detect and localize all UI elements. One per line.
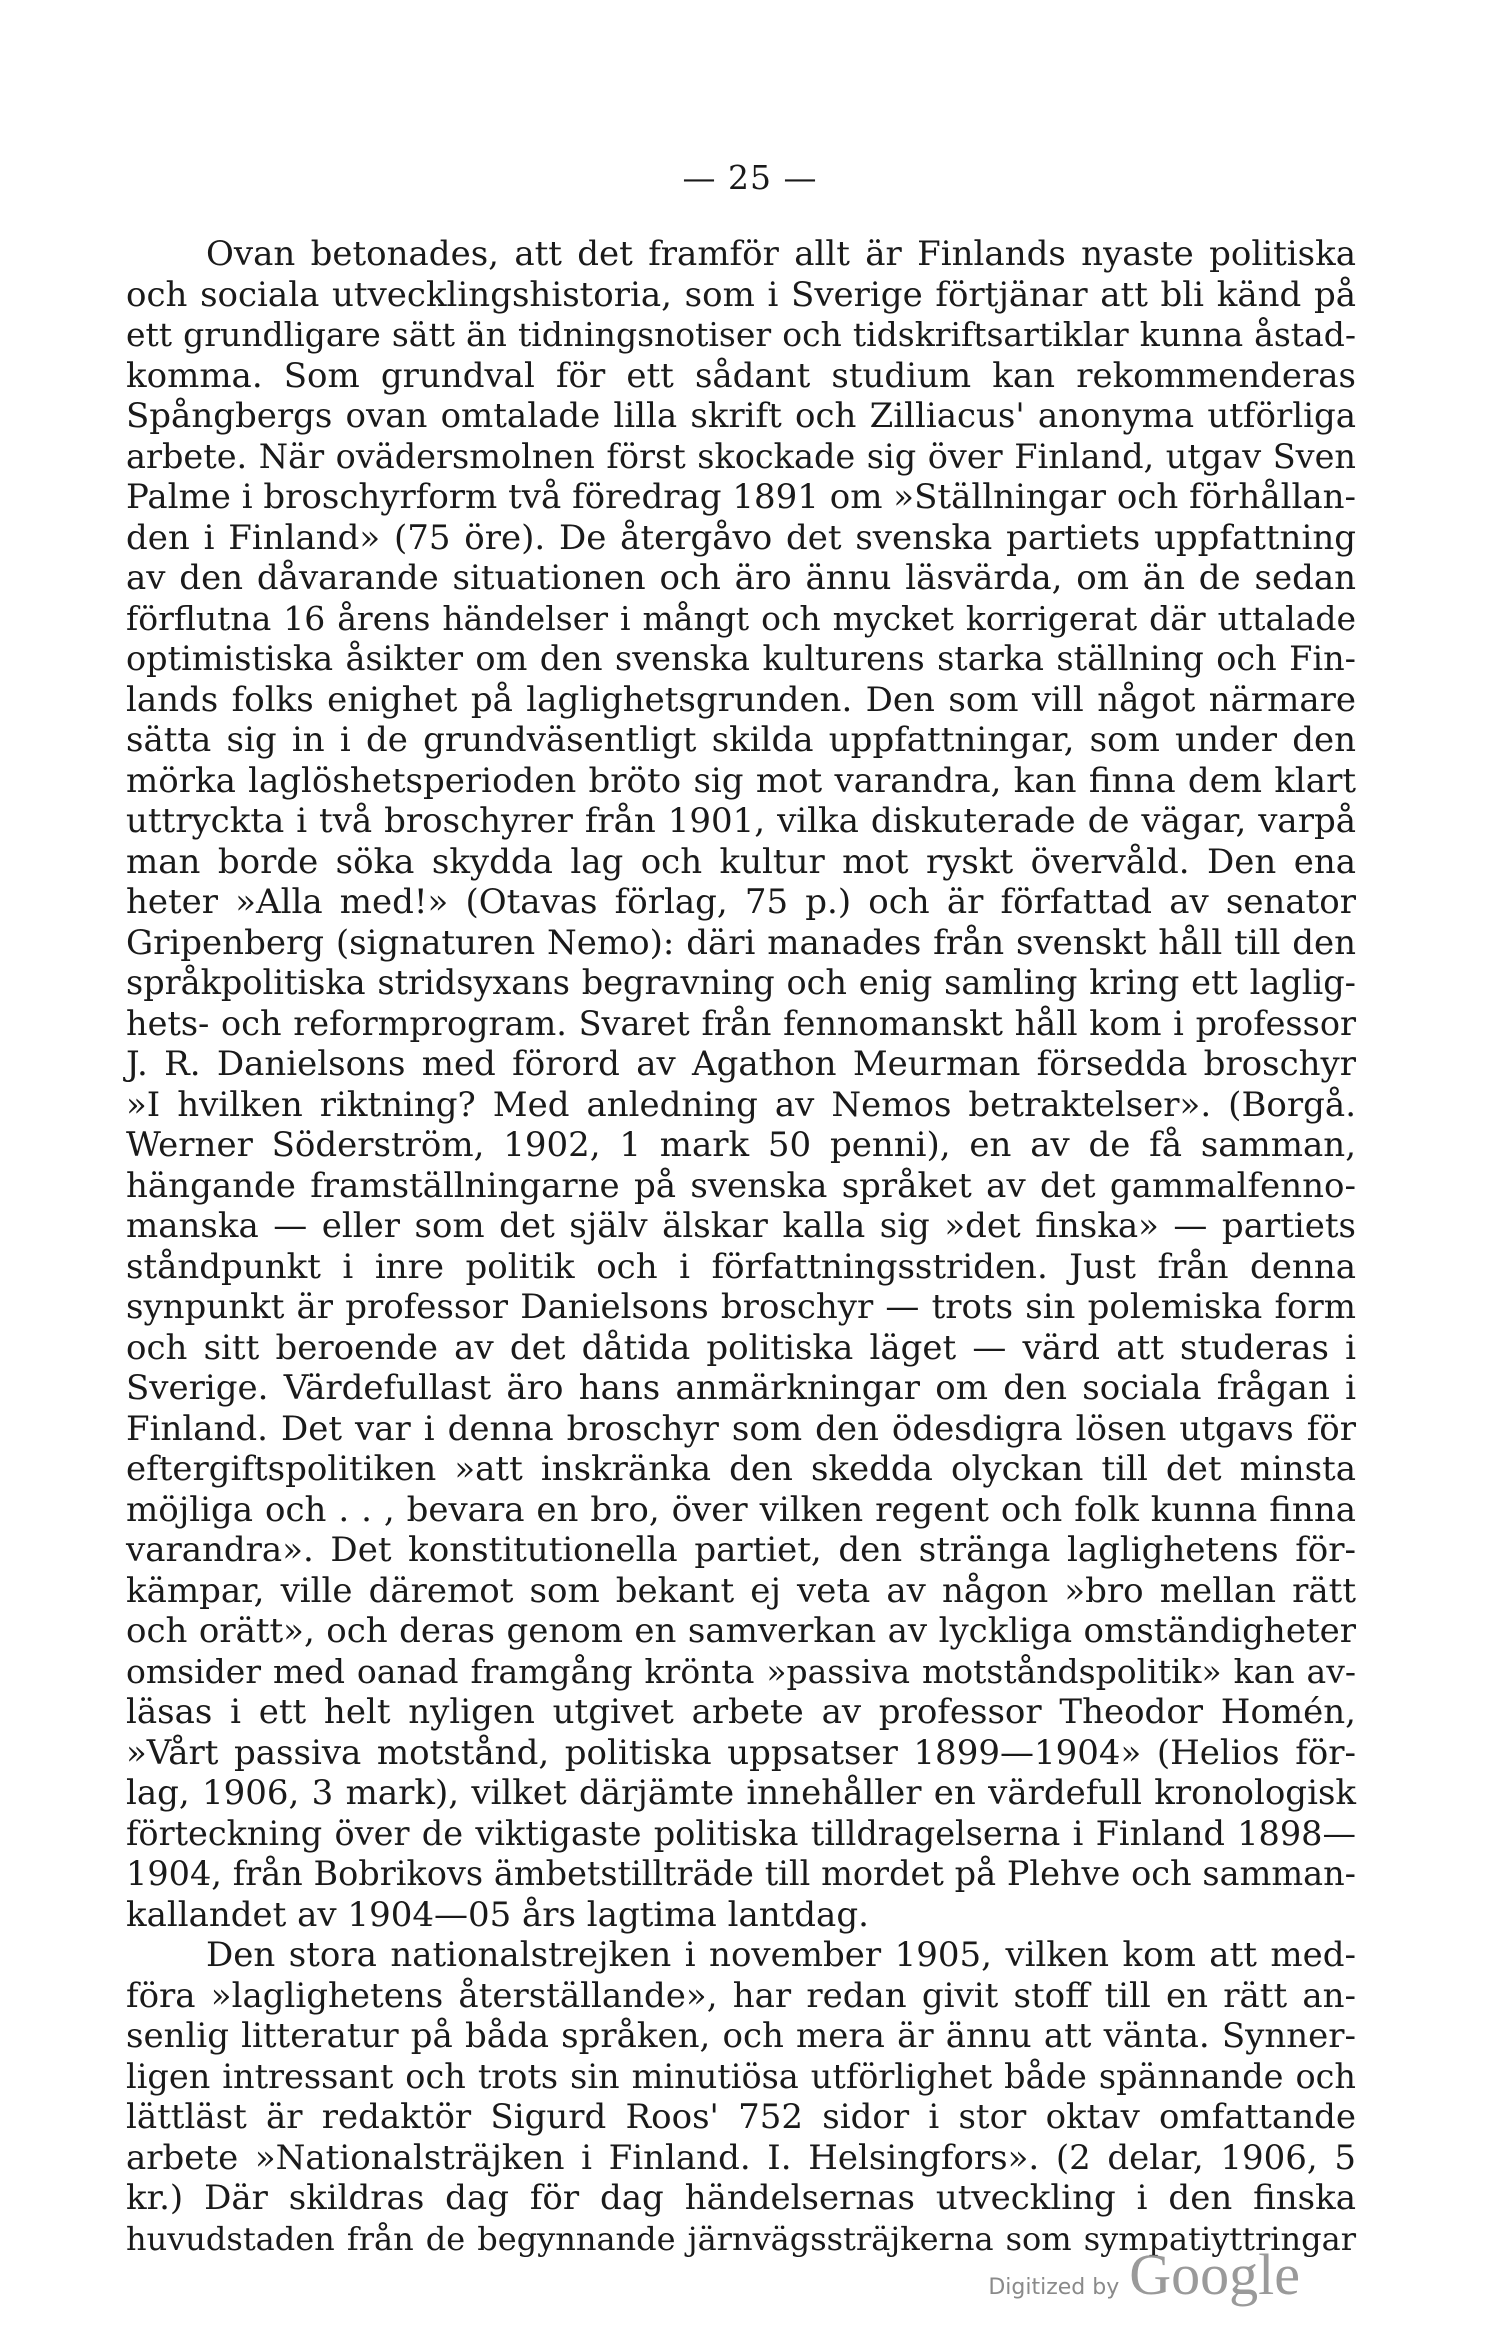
text-line: lag, 1906, 3 mark), vilket därjämte innehåller en värdefull kronologisk <box>126 1773 1356 1813</box>
text-line: J. R. Danielsons med förord av Agathon Meurman försedda broschyr <box>126 1044 1356 1084</box>
text-line: heter »Alla med!» (Otavas förlag, 75 p.) och är författad av senator <box>126 882 1356 922</box>
text-line: omsider med oanad framgång krönta »passiva motståndspolitik» kan av- <box>126 1651 1356 1691</box>
text-line: förteckning över de viktigaste politiska tilldragelserna i Finland 1898— <box>126 1813 1356 1853</box>
text-line: och sitt beroende av det dåtida politiska läget — värd att studeras i <box>126 1327 1356 1368</box>
text-line: Sverige. Värdefullast äro hans anmärkningar om den sociala frågan i <box>126 1368 1356 1408</box>
google-logo: Google <box>1129 2242 1300 2307</box>
body-text <box>126 234 1356 2259</box>
text-line: uttryckta i två broschyrer från 1901, vilka diskuterade de vägar, varpå <box>126 801 1356 841</box>
text-line: optimistiska åsikter om den svenska kulturens starka ställning och Fin- <box>126 639 1356 678</box>
digitized-by-label: Digitized by <box>988 2275 1120 2300</box>
text-line: varandra». Det konstitutionella partiet, den stränga laglighetens för- <box>126 1530 1356 1570</box>
text-line: ett grundligare sätt än tidningsnotiser och tidskriftsartiklar kunna åstad- <box>126 315 1356 354</box>
text-line: arbete »Nationalsträjken i Finland. I. Helsingfors». (2 delar, 1906, 5 <box>126 2137 1356 2178</box>
text-line: lättläst är redaktör Sigurd Roos' 752 sidor i stor oktav omfattande <box>126 2097 1356 2137</box>
text-line: kr.) Där skildras dag för dag händelsernas utveckling i den finska <box>126 2178 1356 2218</box>
text-line: »I hvilken riktning? Med anledning av Nemos betraktelser». (Borgå. <box>126 1084 1356 1125</box>
text-line: sätta sig in i de grundväsentligt skilda uppfattningar, som under den <box>126 720 1356 760</box>
text-line: kämpar, ville däremot som bekant ej veta av någon »bro mellan rätt <box>126 1570 1356 1611</box>
text-line: mörka laglöshetsperioden bröto sig mot varandra, kan finna dem klart <box>126 760 1356 801</box>
text-line: ligen intressant och trots sin minutiösa utförlighet både spännande och <box>126 2056 1356 2096</box>
text-line: Finland. Det var i denna broschyr som den ödesdigra lösen utgavs för <box>126 1408 1356 1449</box>
text-line: man borde söka skydda lag och kultur mot ryskt övervåld. Den ena <box>126 841 1356 882</box>
text-line: möjliga och . . , bevara en bro, över vilken regent och folk kunna finna <box>126 1489 1356 1530</box>
text-line: komma. Som grundval för ett sådant studium kan rekommenderas <box>126 355 1356 396</box>
text-line: huvudstaden från de begynnande järnvägssträjkerna som sympatiyttringar <box>126 2219 1356 2258</box>
text-line: manska — eller som det själv älskar kalla sig »det finska» — partiets <box>126 1206 1356 1246</box>
text-line: Gripenberg (signaturen Nemo): däri manades från svenskt håll till den <box>126 922 1356 963</box>
text-line: ståndpunkt i inre politik och i författningsstriden. Just från denna <box>126 1246 1356 1287</box>
text-line: kallandet av 1904—05 års lagtima lantdag. <box>126 1894 869 1935</box>
page-number: — 25 — <box>682 158 818 197</box>
text-line: hängande framställningarne på svenska språket av det gammalfenno- <box>126 1165 1356 1206</box>
text-line: lands folks enighet på laglighetsgrunden. Den som vill något närmare <box>126 679 1356 720</box>
text-line: språkpolitiska stridsyxans begravning och enig samling kring ett laglig- <box>126 963 1356 1002</box>
text-line: den i Finland» (75 öre). De återgåvo det svenska partiets uppfattning <box>126 517 1356 558</box>
text-line: läsas i ett helt nyligen utgivet arbete av professor Theodor Homén, <box>126 1692 1356 1732</box>
text-line: hets- och reformprogram. Svaret från fennomanskt håll kom i professor <box>126 1003 1356 1043</box>
text-line: och orätt», och deras genom en samverkan av lyckliga omständigheter <box>126 1611 1356 1651</box>
text-line: arbete. När ovädersmolnen först skockade sig över Finland, utgav Sven <box>126 436 1356 476</box>
text-line: eftergiftspolitiken »att inskränka den skedda olyckan till det minsta <box>126 1449 1356 1489</box>
digitized-watermark <box>988 2241 1300 2308</box>
text-line: föra »laglighetens återställande», har redan givit stoff till en rätt an- <box>126 1975 1356 2016</box>
text-line: Werner Söderström, 1902, 1 mark 50 penni), en av de få samman, <box>126 1125 1356 1165</box>
text-line: senlig litteratur på båda språken, och mera är ännu att vänta. Synner- <box>126 2016 1356 2056</box>
text-line: Ovan betonades, att det framför allt är Finlands nyaste politiska <box>206 234 1356 274</box>
text-line: Den stora nationalstrejken i november 1905, vilken kom att med- <box>206 1935 1356 1975</box>
text-line: Spångbergs ovan omtalade lilla skrift och Zilliacus' anonyma utförliga <box>126 396 1356 436</box>
text-line: 1904, från Bobrikovs ämbetstillträde till mordet på Plehve och samman- <box>126 1854 1356 1893</box>
text-line: av den dåvarande situationen och äro ännu läsvärda, om än de sedan <box>126 558 1356 598</box>
text-line: Palme i broschyrform två föredrag 1891 om »Ställningar och förhållan- <box>126 477 1356 517</box>
text-line: »Vårt passiva motstånd, politiska uppsatser 1899—1904» (Helios för- <box>126 1732 1356 1773</box>
text-line: synpunkt är professor Danielsons broschyr — trots sin polemiska form <box>126 1287 1356 1327</box>
text-line: förflutna 16 årens händelser i mångt och mycket korrigerat där uttalade <box>126 598 1356 638</box>
text-line: och sociala utvecklingshistoria, som i Sverige förtjänar att bli känd på <box>126 274 1356 315</box>
